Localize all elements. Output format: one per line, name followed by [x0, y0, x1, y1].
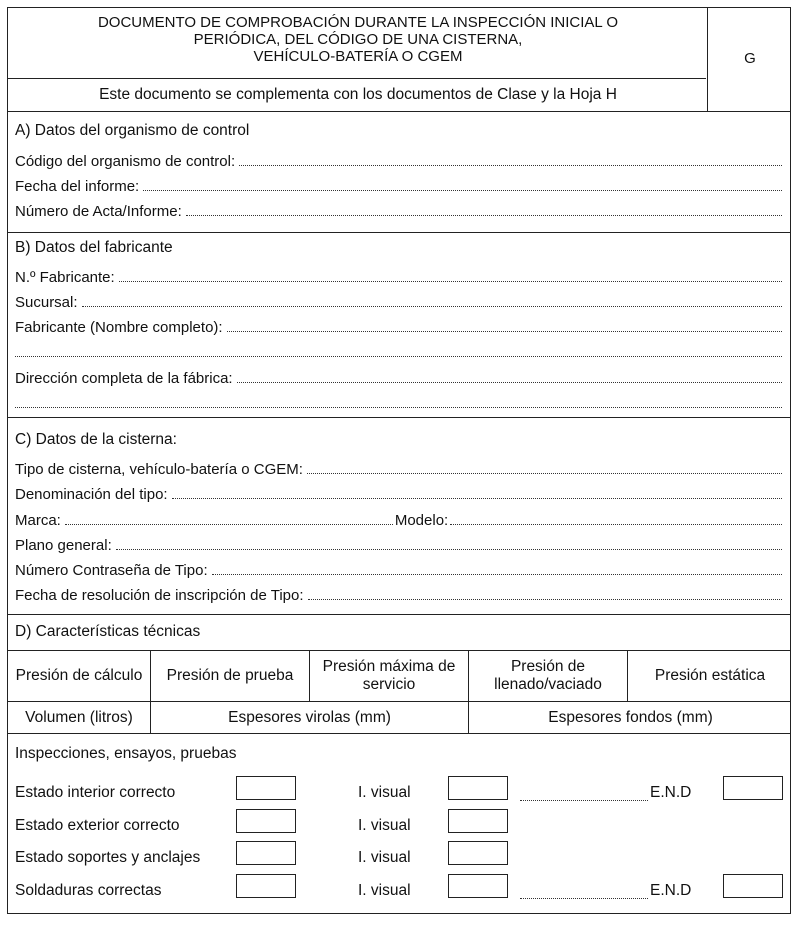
table-cell-espesores-fondos: Espesores fondos (mm) — [548, 708, 713, 726]
dotted-fill-line — [15, 343, 782, 357]
table-cell-presion-llenado: Presión de llenado/vaciado — [494, 658, 602, 693]
field-marca-modelo[interactable] — [15, 511, 782, 531]
header-bottom-line — [8, 111, 790, 112]
field-label: Sucursal: — [15, 294, 78, 311]
document-code: G — [744, 50, 756, 67]
field-label: Fecha de resolución de inscripción de Tipo: — [15, 587, 304, 604]
checkbox-soportes[interactable] — [236, 841, 296, 865]
table-bottom-line — [8, 733, 790, 734]
field-fecha-informe[interactable] — [15, 177, 782, 197]
inspection-label-interior: Estado interior correcto — [15, 784, 176, 801]
checkbox-interior[interactable] — [236, 776, 296, 800]
end-label: E.N.D — [650, 784, 692, 801]
field-label: Código del organismo de control: — [15, 153, 236, 170]
checkbox-exterior[interactable] — [236, 809, 296, 833]
method-label: I. visual — [358, 849, 411, 866]
inspection-form — [7, 7, 791, 914]
field-label: Fecha del informe: — [15, 178, 140, 195]
table-cell-presion-prueba: Presión de prueba — [166, 667, 294, 684]
dotted-fill-line — [15, 394, 782, 408]
dotted-fill-line[interactable] — [520, 787, 648, 801]
field-direccion-fabrica[interactable] — [15, 369, 782, 389]
checkbox-interior-visual[interactable] — [448, 776, 508, 800]
field-label: Plano general: — [15, 537, 112, 554]
checkbox-interior-end[interactable] — [723, 776, 783, 800]
checkbox-soldaduras[interactable] — [236, 874, 296, 898]
field-fabricante-nombre-cont[interactable] — [15, 343, 782, 363]
field-label: Número de Acta/Informe: — [15, 203, 182, 220]
field-contrasena-tipo[interactable] — [15, 561, 782, 581]
field-label: Denominación del tipo: — [15, 486, 168, 503]
field-fecha-resolucion[interactable] — [15, 586, 782, 606]
dotted-fill-line[interactable] — [520, 885, 648, 899]
document-title — [8, 14, 708, 65]
dotted-fill-line — [143, 177, 782, 191]
section-divider — [8, 417, 790, 418]
field-plano-general[interactable] — [15, 536, 782, 556]
dotted-fill-line — [186, 202, 782, 216]
field-tipo-cisterna[interactable] — [15, 460, 782, 480]
section-a-title: A) Datos del organismo de control — [15, 122, 250, 139]
method-label: I. visual — [358, 817, 411, 834]
title-line-3: VEHÍCULO-BATERÍA O CGEM — [253, 48, 463, 65]
dotted-fill-line — [237, 369, 782, 383]
field-label: Número Contraseña de Tipo: — [15, 562, 208, 579]
table-cell-presion-maxima: Presión máxima de servicio — [322, 658, 456, 693]
section-divider — [8, 614, 790, 615]
table-cell-volumen: Volumen (litros) — [25, 708, 133, 726]
title-separator — [8, 78, 706, 79]
title-line-1: DOCUMENTO DE COMPROBACIÓN DURANTE LA INSPECCIÓN INICIAL O — [97, 14, 619, 31]
dotted-fill-line — [212, 561, 782, 575]
dotted-fill-line — [308, 586, 782, 600]
method-label: I. visual — [358, 784, 411, 801]
field-label: Dirección completa de la fábrica: — [15, 370, 233, 387]
inspections-title: Inspecciones, ensayos, pruebas — [15, 745, 237, 762]
field-numero-acta[interactable] — [15, 202, 782, 222]
dotted-fill-line — [119, 268, 782, 282]
checkbox-soldaduras-end[interactable] — [723, 874, 783, 898]
field-codigo-organismo[interactable] — [15, 152, 782, 172]
field-label: N.º Fabricante: — [15, 269, 115, 286]
inspection-label-soportes: Estado soportes y anclajes — [15, 849, 201, 866]
section-divider — [8, 232, 790, 233]
field-sucursal[interactable] — [15, 293, 782, 313]
checkbox-soportes-visual[interactable] — [448, 841, 508, 865]
field-label-modelo: Modelo: — [394, 512, 449, 529]
checkbox-exterior-visual[interactable] — [448, 809, 508, 833]
field-denominacion-tipo[interactable] — [15, 485, 782, 505]
section-c-title: C) Datos de la cisterna: — [15, 431, 177, 448]
field-fabricante-nombre[interactable] — [15, 318, 782, 338]
field-numero-fabricante[interactable] — [15, 268, 782, 288]
dotted-fill-line — [239, 152, 782, 166]
title-line-2: PERIÓDICA, DEL CÓDIGO DE UNA CISTERNA, — [193, 31, 523, 48]
dotted-fill-line — [450, 511, 782, 525]
dotted-fill-line — [172, 485, 782, 499]
field-label: Marca: — [15, 512, 61, 529]
dotted-fill-line — [307, 460, 782, 474]
dotted-fill-line — [116, 536, 782, 550]
table-cell-presion-estatica: Presión estática — [654, 667, 766, 684]
table-cell-presion-calculo: Presión de cálculo — [15, 667, 143, 684]
document-subtitle: Este documento se complementa con los documentos de Clase y la Hoja H — [99, 86, 617, 103]
end-label: E.N.D — [650, 882, 692, 899]
field-label: Tipo de cisterna, vehículo-batería o CGEM: — [15, 461, 303, 478]
checkbox-soldaduras-visual[interactable] — [448, 874, 508, 898]
table-cell-espesores-virolas: Espesores virolas (mm) — [228, 708, 391, 726]
dotted-fill-line — [82, 293, 782, 307]
method-label: I. visual — [358, 882, 411, 899]
inspection-label-exterior: Estado exterior correcto — [15, 817, 180, 834]
field-label: Fabricante (Nombre completo): — [15, 319, 223, 336]
section-b-title: B) Datos del fabricante — [15, 239, 173, 256]
field-direccion-fabrica-cont[interactable] — [15, 394, 782, 414]
dotted-fill-line — [65, 511, 393, 525]
inspection-label-soldaduras: Soldaduras correctas — [15, 882, 162, 899]
section-d-title: D) Características técnicas — [15, 623, 201, 640]
dotted-fill-line — [227, 318, 782, 332]
